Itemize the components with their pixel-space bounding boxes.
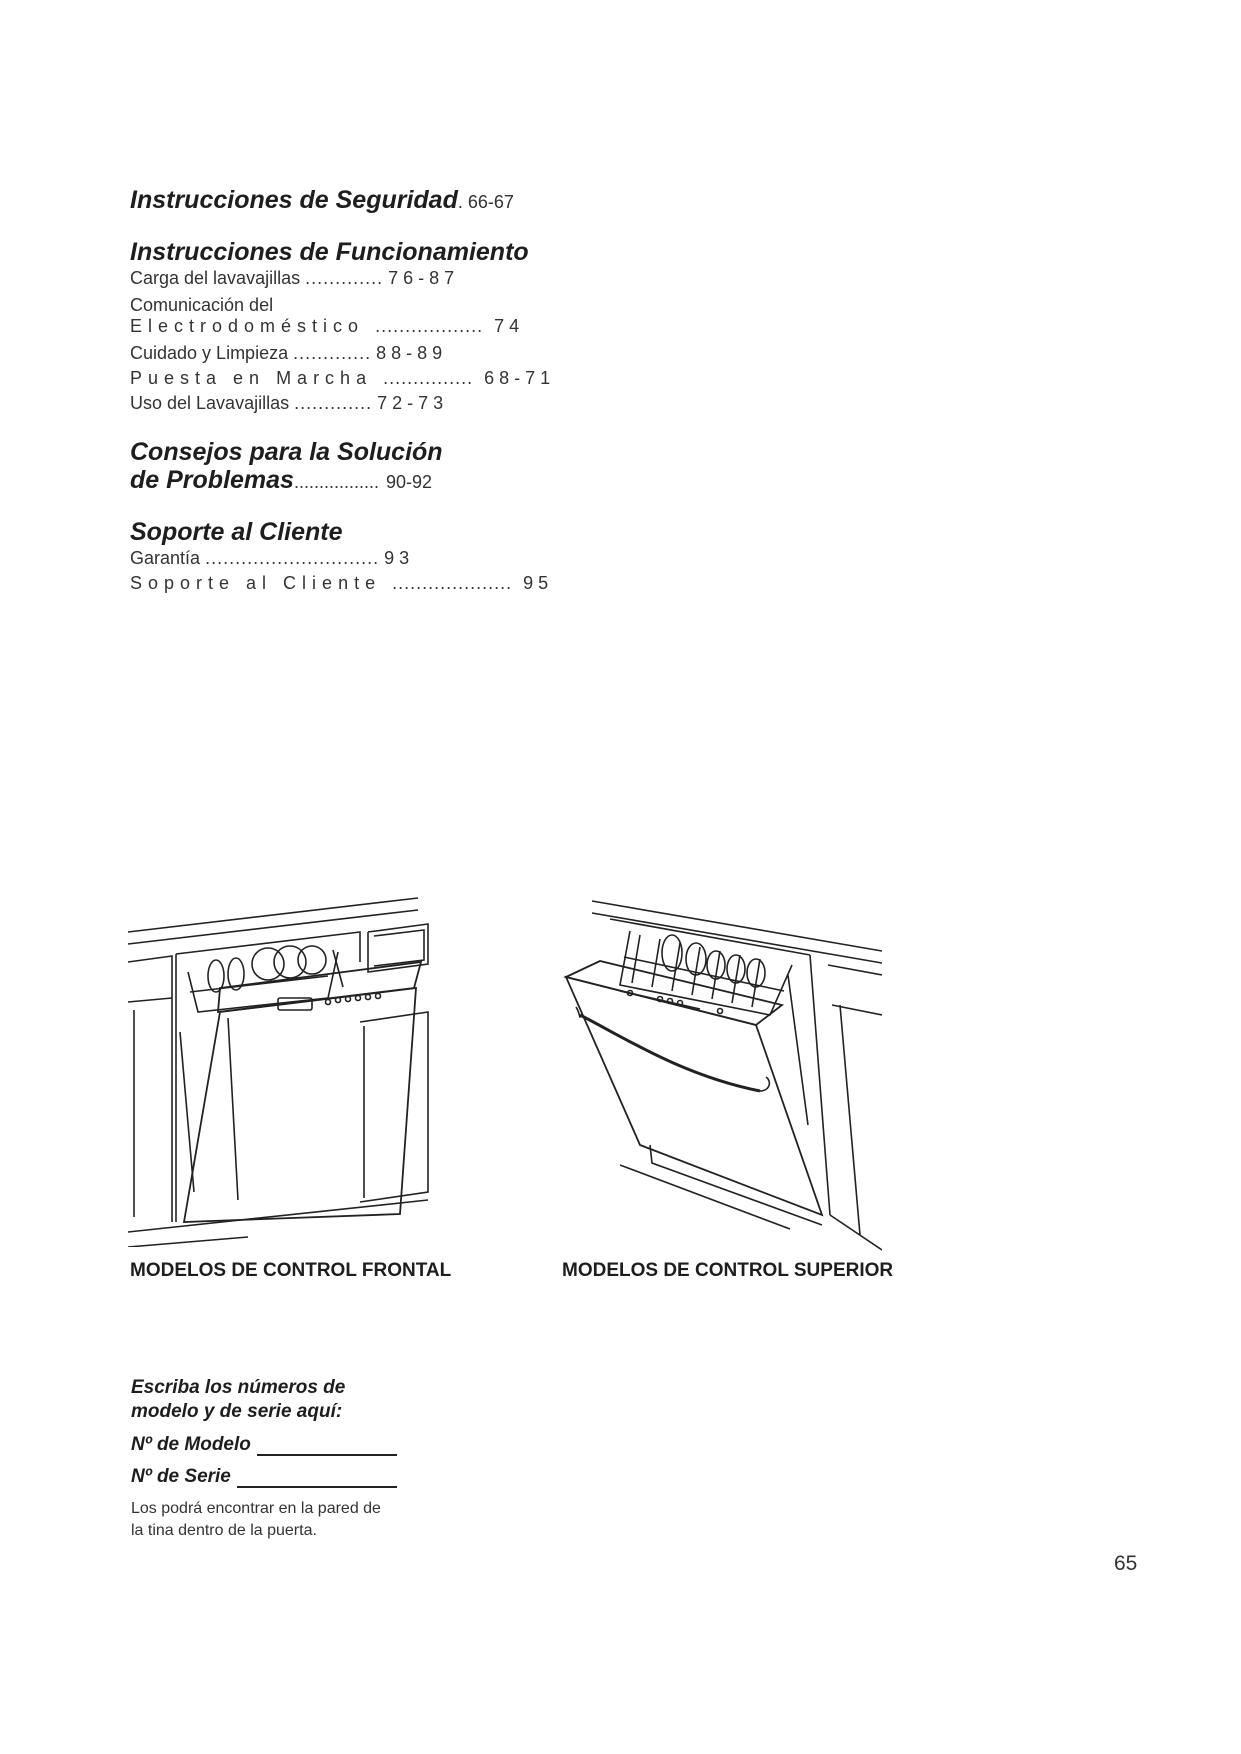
serial-number-blank[interactable] bbox=[237, 1468, 397, 1488]
top-control-caption: MODELOS DE CONTROL SUPERIOR bbox=[562, 1260, 894, 1281]
toc-item[interactable]: Cuidado y Limpieza ............. 88-89 bbox=[130, 343, 448, 363]
record-note: Los podrá encontrar en la pared de la tina dentro de la puerta. bbox=[131, 1500, 381, 1539]
record-heading: Escriba los números de bbox=[131, 1377, 346, 1398]
front-control-caption: MODELOS DE CONTROL FRONTAL bbox=[130, 1260, 452, 1281]
toc-section-operation bbox=[130, 238, 650, 416]
toc-item[interactable]: Soporte al Cliente .................... 95 bbox=[130, 573, 554, 593]
toc-section-title[interactable]: Consejos para la Solución bbox=[130, 438, 443, 466]
toc-pages: 90-92 bbox=[385, 472, 432, 492]
serial-number-field[interactable]: Nº de Serie bbox=[131, 1466, 451, 1488]
toc-item[interactable]: Puesta en Marcha ............... 68-71 bbox=[130, 368, 556, 388]
toc-section-support bbox=[130, 518, 650, 596]
toc-section-troubleshooting bbox=[130, 438, 650, 496]
toc-dots: ................. bbox=[293, 472, 379, 492]
record-heading: modelo y de serie aquí: bbox=[131, 1401, 343, 1422]
toc-item[interactable]: Uso del Lavavajillas ............. 72-73 bbox=[130, 393, 449, 413]
serial-number-record bbox=[131, 1376, 451, 1542]
toc-item[interactable]: Electrodoméstico .................. 74 bbox=[130, 316, 525, 336]
top-control-illustration bbox=[560, 895, 882, 1255]
toc-item[interactable]: Carga del lavavajillas ............. 76-87 bbox=[130, 268, 460, 288]
toc-pages: . 66-67 bbox=[457, 192, 514, 212]
toc-section-title[interactable]: Instrucciones de Funcionamiento bbox=[130, 238, 529, 266]
front-control-illustration bbox=[128, 892, 438, 1247]
model-number-field[interactable]: Nº de Modelo bbox=[131, 1434, 451, 1456]
toc-section-title[interactable]: Soporte al Cliente bbox=[130, 518, 343, 546]
toc-section-security bbox=[130, 186, 650, 216]
toc-item[interactable]: Garantía ............................. 93 bbox=[130, 548, 415, 568]
table-of-contents bbox=[130, 186, 650, 618]
toc-section-title[interactable]: Instrucciones de Seguridad. 66-67 bbox=[130, 186, 514, 214]
model-number-blank[interactable] bbox=[257, 1436, 397, 1456]
toc-item[interactable]: Comunicación del bbox=[130, 295, 274, 315]
toc-section-title[interactable]: de Problemas................. 90-92 bbox=[130, 466, 432, 494]
page-number: 65 bbox=[1114, 1552, 1138, 1575]
